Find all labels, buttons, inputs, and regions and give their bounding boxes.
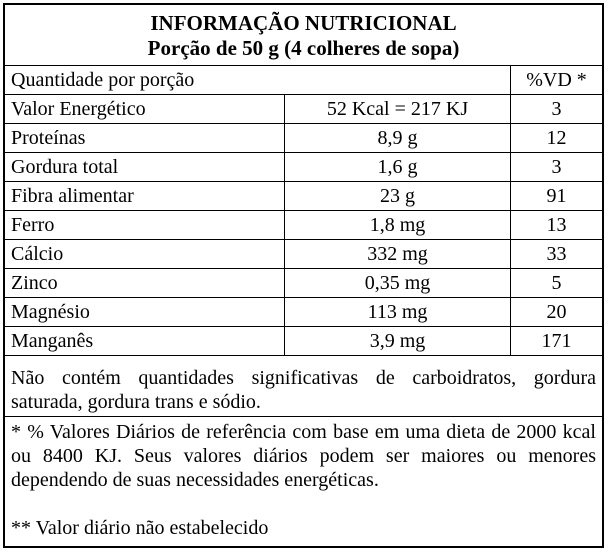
- nutrient-amount: 8,9 g: [285, 124, 511, 153]
- table-row: [5, 211, 602, 240]
- table-row: [5, 269, 602, 298]
- nutrient-vd: 3: [511, 153, 603, 182]
- nutrient-vd: 13: [511, 211, 603, 240]
- nutrient-name: Fibra alimentar: [5, 182, 285, 211]
- note-not-established: ** Valor diário não estabelecido: [11, 517, 269, 539]
- nutrition-table: [5, 66, 602, 356]
- table-header-row: [5, 66, 602, 95]
- header-vd-label: %VD *: [511, 66, 603, 95]
- nutrient-vd: 3: [511, 95, 603, 124]
- nutrient-name: Valor Energético: [5, 95, 285, 124]
- nutrient-amount: 52 Kcal = 217 KJ: [285, 95, 511, 124]
- nutrient-name: Magnésio: [5, 298, 285, 327]
- serving-size: Porção de 50 g (4 colheres de sopa): [147, 36, 460, 60]
- nutrient-name: Zinco: [5, 269, 285, 298]
- nutrient-name: Ferro: [5, 211, 285, 240]
- table-row: [5, 327, 602, 356]
- table-row: [5, 298, 602, 327]
- note-no-significant-amounts: Não contém quantidades significativas de carboidratos, gordura saturada, gordura trans e sódio.: [5, 356, 602, 417]
- nutrient-vd: 33: [511, 240, 603, 269]
- nutrient-amount: 1,6 g: [285, 153, 511, 182]
- table-row: [5, 95, 602, 124]
- nutrient-vd: 91: [511, 182, 603, 211]
- nutrient-amount: 0,35 mg: [285, 269, 511, 298]
- table-row: [5, 153, 602, 182]
- header-quantity-label: Quantidade por porção: [5, 66, 511, 95]
- note-daily-values: * % Valores Diários de referência com base em uma dieta de 2000 kcal ou 8400 KJ. Seus valores diários podem ser maiores ou menores dependendo de suas necessidades energéticas.: [11, 421, 596, 491]
- nutrient-vd: 20: [511, 298, 603, 327]
- nutrient-amount: 23 g: [285, 182, 511, 211]
- nutrient-name: Proteínas: [5, 124, 285, 153]
- table-row: [5, 240, 602, 269]
- nutrient-vd: 171: [511, 327, 603, 356]
- table-row: [5, 124, 602, 153]
- nutrient-amount: 113 mg: [285, 298, 511, 327]
- nutrient-amount: 1,8 mg: [285, 211, 511, 240]
- table-row: [5, 182, 602, 211]
- nutrition-title: INFORMAÇÃO NUTRICIONAL: [150, 11, 457, 35]
- nutrient-amount: 332 mg: [285, 240, 511, 269]
- nutrient-vd: 5: [511, 269, 603, 298]
- nutrient-name: Gordura total: [5, 153, 285, 182]
- nutrient-vd: 12: [511, 124, 603, 153]
- nutrient-amount: 3,9 mg: [285, 327, 511, 356]
- nutrient-name: Manganês: [5, 327, 285, 356]
- nutrient-name: Cálcio: [5, 240, 285, 269]
- nutrition-header: [5, 5, 602, 66]
- nutrition-facts-panel: [3, 3, 604, 548]
